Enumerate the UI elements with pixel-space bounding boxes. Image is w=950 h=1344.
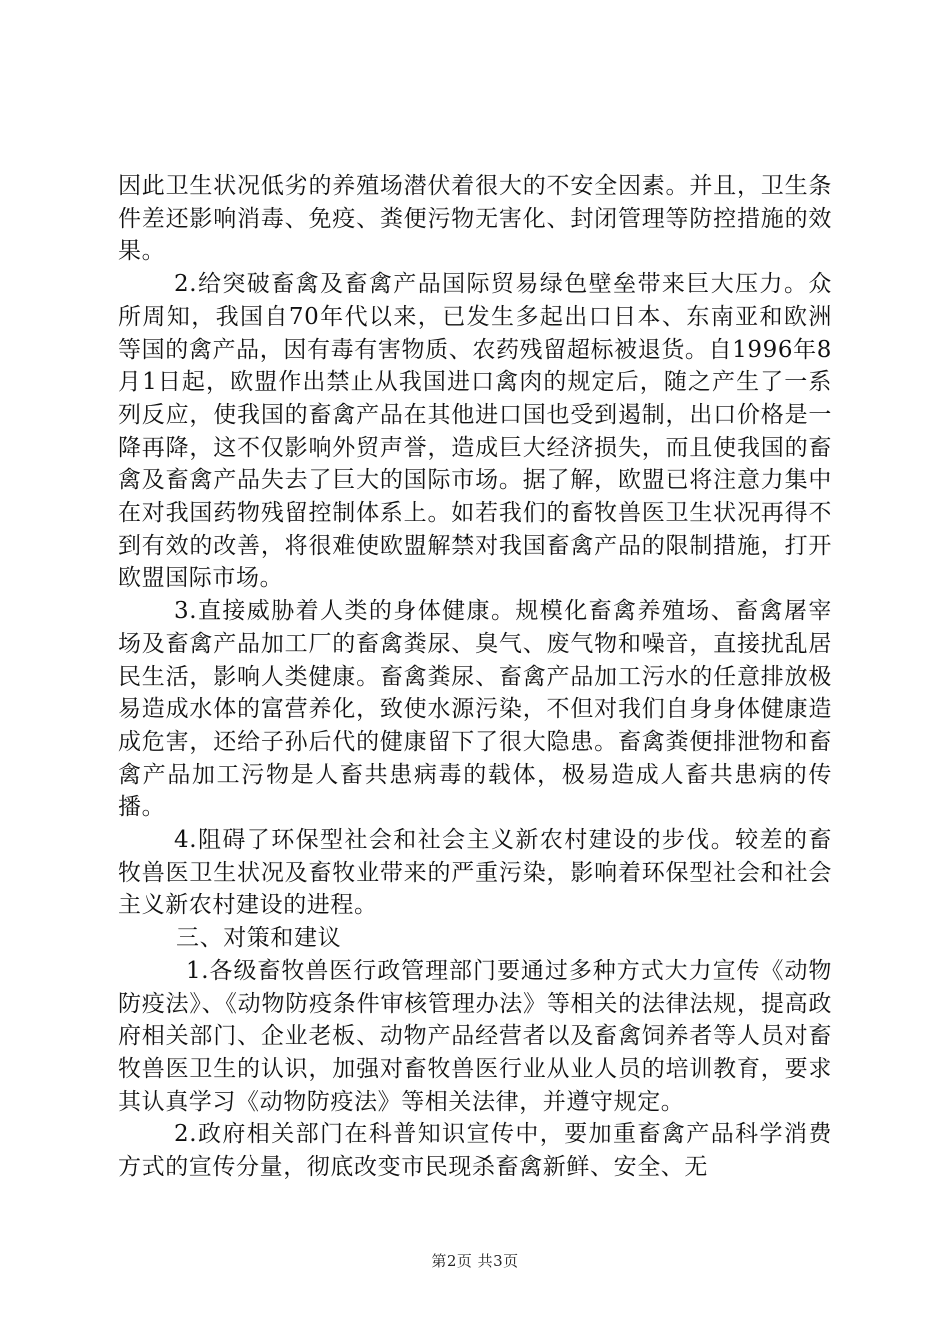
paragraph-measure-1: 1.各级畜牧兽医行政管理部门要通过多种方式大力宣传《动物防疫法》、《动物防疫条件审核管理办法》等相关的法律法规，提高政府相关部门、企业老板、动物产品经营者以及畜禽饲养者等人员对畜牧兽医卫生的认识，加强对畜牧兽医行业从业人员的培训教育，要求其认真学习《动物防疫法》等相关法律，并遵守规定。	[118, 957, 832, 1115]
paragraph-item-4: 4.阻碍了环保型社会和社会主义新农村建设的步伐。较差的畜牧兽医卫生状况及畜牧业带来的严重污染，影响着环保型社会和社会主义新农村建设的进程。	[118, 827, 832, 919]
paragraph-item-2: 2.给突破畜禽及畜禽产品国际贸易绿色壁垒带来巨大压力。众所周知，我国自70年代以来，已发生多起出口日本、东南亚和欧洲等国的禽产品，因有毒有害物质、农药残留超标被退货。自1996年8月1日起，欧盟作出禁止从我国进口禽肉的规定后，随之产生了一系列反应，使我国的畜禽产品在其他进口国也受到遏制，出口价格是一降再降，这不仅影响外贸声誉，造成巨大经济损失，而且使我国的畜禽及畜禽产品失去了巨大的国际市场。据了解，欧盟已将注意力集中在对我国药物残留控制体系上。如若我们的畜牧兽医卫生状况再得不到有效的改善，将很难使欧盟解禁对我国畜禽产品的限制措施，打开欧盟国际市场。	[118, 271, 832, 592]
paragraph-item-3: 3.直接威胁着人类的身体健康。规模化畜禽养殖场、畜禽屠宰场及畜禽产品加工厂的畜禽粪尿、臭气、废气物和噪音，直接扰乱居民生活，影响人类健康。畜禽粪尿、畜禽产品加工污水的任意排放极易造成水体的富营养化，致使水源污染，不但对我们自身身体健康造成危害，还给子孙后代的健康留下了很大隐患。畜禽粪便排泄物和畜禽产品加工污物是人畜共患病毒的载体，极易造成人畜共患病的传播。	[118, 598, 832, 821]
document-body	[118, 170, 832, 1184]
page-footer: 第2页 共3页	[431, 1252, 519, 1270]
paragraph-measure-2: 2.政府相关部门在科普知识宣传中，要加重畜禽产品科学消费方式的宣传分量，彻底改变市民现杀畜禽新鲜、安全、无	[118, 1121, 832, 1181]
section-heading: 三、对策和建议	[176, 925, 342, 952]
paragraph-continuation: 因此卫生状况低劣的养殖场潜伏着很大的不安全因素。并且，卫生条件差还影响消毒、免疫、粪便污物无害化、封闭管理等防控措施的效果。	[118, 173, 832, 265]
